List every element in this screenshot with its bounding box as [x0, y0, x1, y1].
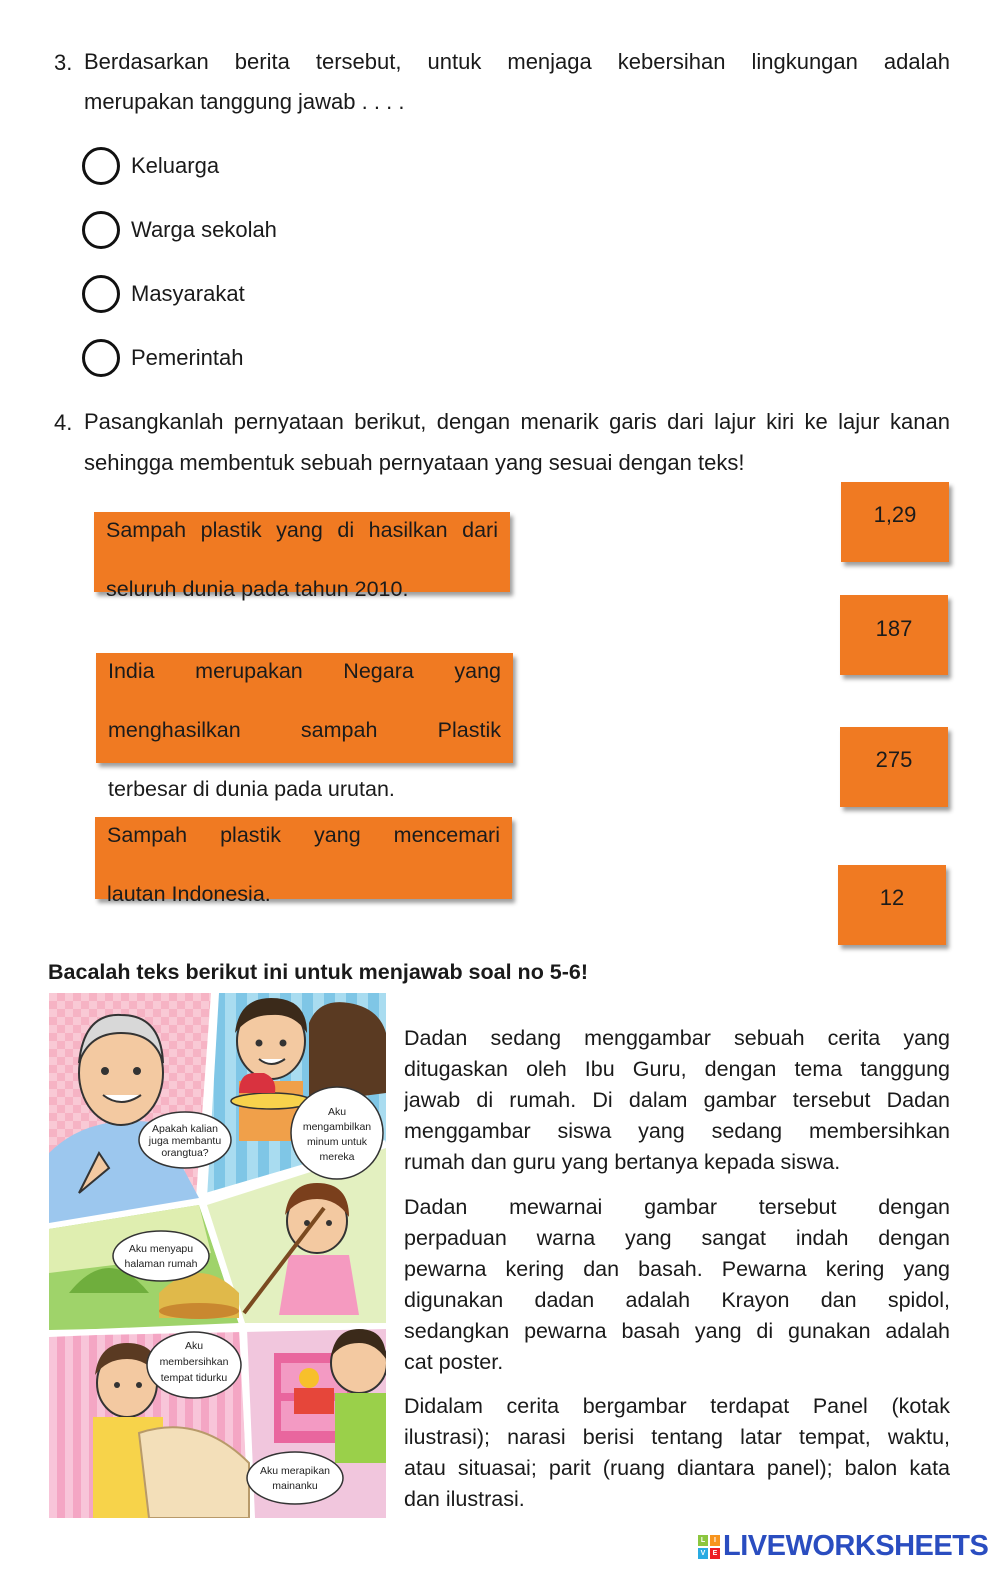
reading-line: atau situasai; parit (ruang diantara panel); balon kata	[404, 1456, 950, 1480]
liveworksheets-logo-icon	[698, 1535, 720, 1559]
reading-line: pewarna kering dan basah. Pewarna kering yang	[404, 1257, 950, 1281]
match-right-item-2[interactable]: 187	[840, 595, 948, 675]
match-left-text: terbesar di dunia pada urutan.	[108, 777, 395, 801]
q3-text-line-1: Berdasarkan berita tersebut, untuk menjaga kebersihan lingkungan adalah	[84, 49, 950, 74]
logo-letter: V	[698, 1548, 708, 1559]
radio-button[interactable]	[82, 275, 120, 313]
bubble-3-line-2: halaman rumah	[124, 1258, 198, 1270]
reading-line: menggambar siswa yang sedang membersihkan	[404, 1119, 950, 1143]
q4-text-line-2: sehingga membentuk sebuah pernyataan yang sesuai dengan teks!	[84, 450, 745, 475]
reading-line: perpaduan warna yang sangat indah dengan	[404, 1226, 950, 1250]
match-left-text: menghasilkan sampah Plastik	[108, 718, 501, 742]
logo-letter: I	[710, 1535, 720, 1546]
option-label: Warga sekolah	[131, 217, 277, 242]
q3-number: 3.	[54, 50, 73, 75]
reading-line: cat poster.	[404, 1350, 504, 1374]
match-right-item-1[interactable]: 1,29	[841, 482, 949, 562]
bubble-3-line-1: Aku menyapu	[128, 1243, 194, 1255]
reading-line: Didalam cerita bergambar terdapat Panel (kotak	[404, 1394, 950, 1418]
bubble-2-line-2: mengambilkan	[302, 1121, 372, 1133]
reading-heading: Bacalah teks berikut ini untuk menjawab soal no 5-6!	[48, 960, 589, 984]
q3-option-keluarga[interactable]	[82, 146, 219, 186]
radio-button[interactable]	[82, 339, 120, 377]
bubble-1-line-1: Apakah kalian	[152, 1123, 218, 1135]
bubble-2-line-4: mereka	[319, 1151, 355, 1163]
bubble-4-line-1: Aku	[184, 1340, 204, 1352]
radio-button[interactable]	[82, 147, 120, 185]
bubble-1-line-2: juga membantu	[148, 1135, 222, 1147]
bubble-5-line-1: Aku merapikan	[259, 1465, 331, 1477]
match-left-text: India merupakan Negara yang	[108, 659, 501, 683]
comic-illustration-drawing	[49, 993, 386, 1518]
bubble-2-line-3: minum untuk	[306, 1136, 368, 1148]
reading-line: digunakan dadan adalah Krayon dan spidol,	[404, 1288, 950, 1312]
reading-line: Dadan mewarnai gambar tersebut dengan	[404, 1195, 950, 1219]
option-label: Masyarakat	[131, 281, 245, 306]
match-left-item-1[interactable]	[94, 512, 510, 601]
reading-line: sedangkan pewarna basah yang di gunakan adalah	[404, 1319, 950, 1343]
q3-option-masyarakat[interactable]	[82, 274, 245, 314]
bubble-5-line-2: mainanku	[272, 1480, 318, 1492]
match-right-item-4[interactable]: 12	[838, 865, 946, 945]
reading-line: Dadan sedang menggambar sebuah cerita yang	[404, 1026, 950, 1050]
q3-text-line-2: merupakan tanggung jawab . . . .	[84, 89, 405, 114]
match-right-item-3[interactable]: 275	[840, 727, 948, 807]
reading-paragraph-3	[404, 1391, 950, 1515]
reading-line: jawab di rumah. Di dalam gambar tersebut Dadan	[404, 1088, 950, 1112]
bubble-4-line-2: membersihkan	[159, 1356, 229, 1368]
logo-letter: E	[710, 1548, 720, 1559]
q3-option-pemerintah[interactable]	[82, 338, 244, 378]
liveworksheets-brand: LIVEWORKSHEETS	[723, 1530, 989, 1562]
match-left-item-2[interactable]	[96, 653, 513, 801]
q3-option-warga-sekolah[interactable]	[82, 210, 277, 250]
match-left-text: Sampah plastik yang mencemari	[107, 823, 500, 847]
match-left-text: Sampah plastik yang di hasilkan dari	[106, 518, 498, 542]
reading-paragraph-1	[404, 1023, 950, 1178]
match-left-text: lautan Indonesia.	[107, 882, 271, 906]
liveworksheets-logo	[698, 1530, 988, 1563]
match-left-text: seluruh dunia pada tahun 2010.	[106, 577, 409, 601]
reading-line: rumah dan guru yang bertanya kepada siswa.	[404, 1150, 841, 1174]
match-left-item-3[interactable]	[95, 817, 512, 906]
option-label: Pemerintah	[131, 345, 244, 370]
option-label: Keluarga	[131, 153, 220, 178]
reading-line: ilustrasi); narasi berisi tentang latar tempat, waktu,	[404, 1425, 950, 1449]
q4-text-line-1: Pasangkanlah pernyataan berikut, dengan menarik garis dari lajur kiri ke lajur kanan	[84, 409, 950, 434]
reading-line: ditugaskan oleh Ibu Guru, dengan tema tanggung	[404, 1057, 950, 1081]
q4-number: 4.	[54, 410, 73, 435]
logo-letter: L	[698, 1535, 708, 1546]
reading-line: dan ilustrasi.	[404, 1487, 525, 1511]
bubble-2-line-1: Aku	[327, 1106, 347, 1118]
bubble-1-line-3: orangtua?	[161, 1147, 209, 1159]
reading-paragraph-2	[404, 1192, 950, 1378]
comic-illustration	[49, 993, 386, 1518]
bubble-4-line-3: tempat tidurku	[160, 1372, 228, 1384]
radio-button[interactable]	[82, 211, 120, 249]
